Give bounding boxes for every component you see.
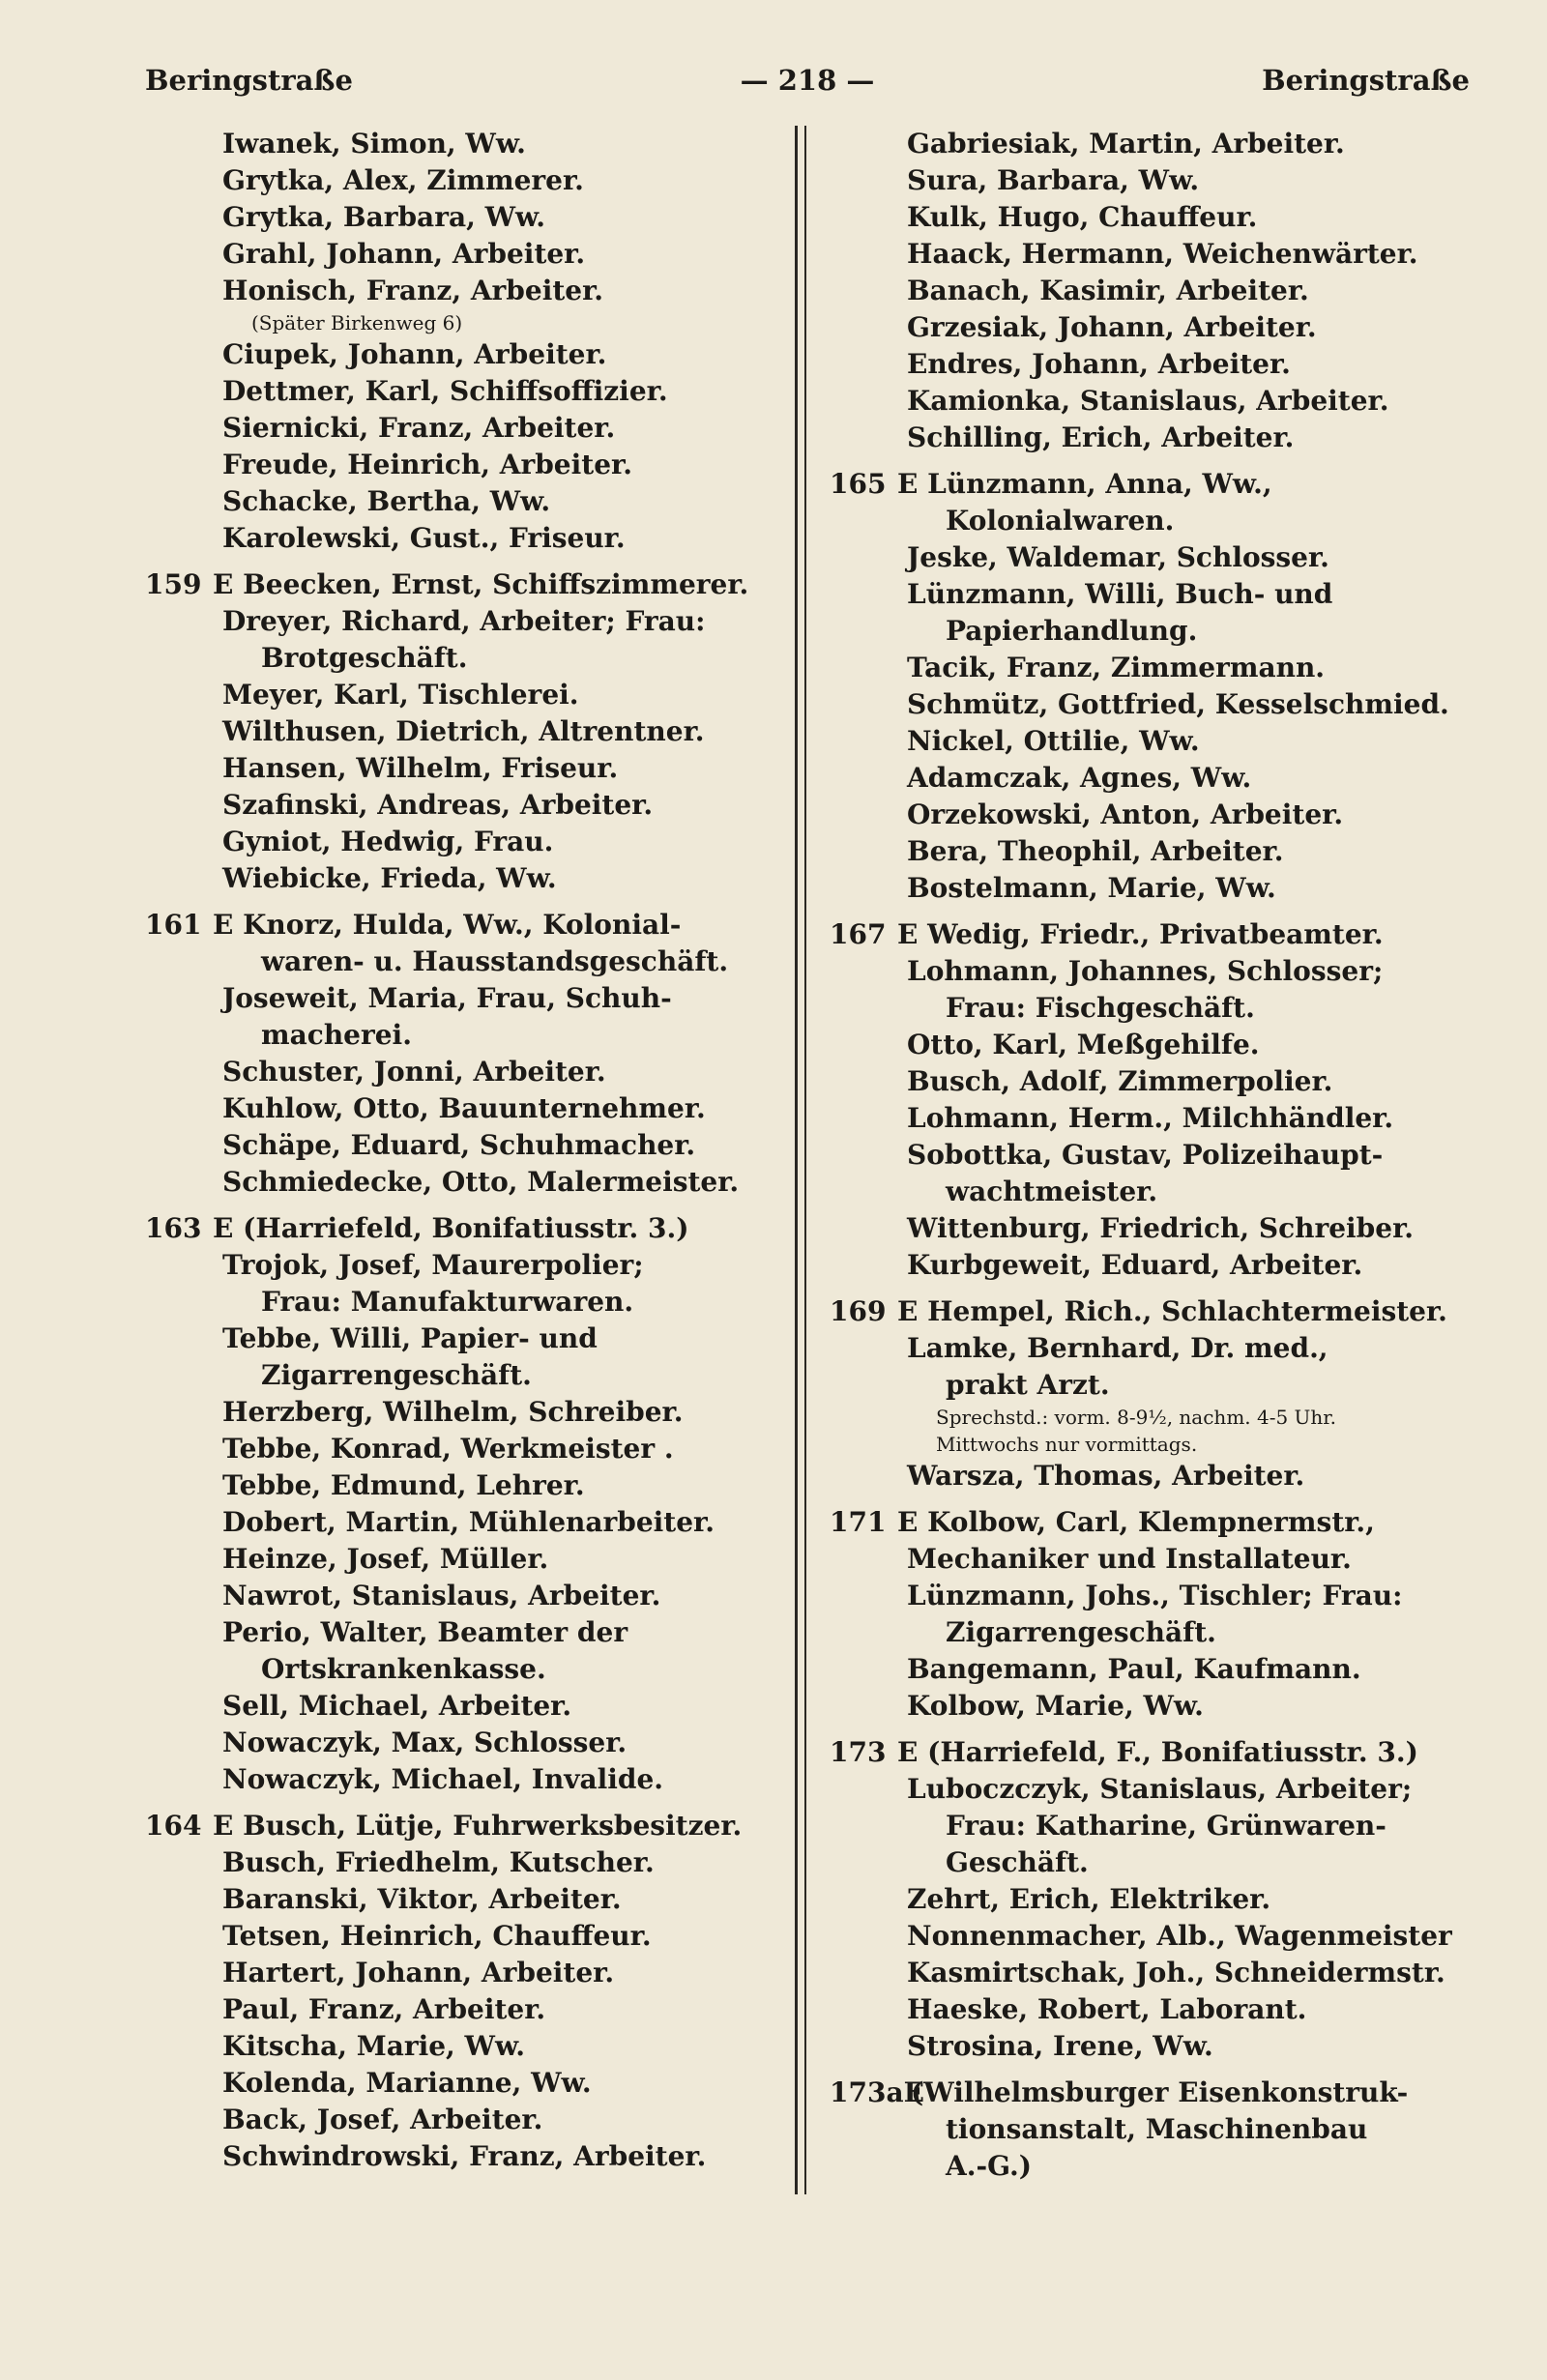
house-number: 167 bbox=[830, 918, 887, 950]
resident-entry bbox=[145, 2028, 783, 2065]
house-number: 163 bbox=[145, 1212, 202, 1244]
entry-text: Zigarrengeschäft. bbox=[946, 1616, 1216, 1648]
resident-entry bbox=[830, 1247, 1487, 1284]
resident-entry bbox=[145, 1164, 783, 1201]
page-number: — 218 — bbox=[740, 64, 875, 97]
resident-entry bbox=[145, 1844, 783, 1881]
resident-entry bbox=[830, 2111, 1487, 2148]
resident-entry bbox=[145, 1955, 783, 1991]
entry-gap bbox=[830, 2065, 1487, 2075]
entry-text: Tebbe, Edmund, Lehrer. bbox=[222, 1469, 585, 1501]
entry-text: E Beecken, Ernst, Schiffszimmerer. bbox=[213, 568, 749, 600]
resident-entry bbox=[145, 199, 783, 236]
resident-entry bbox=[830, 1330, 1487, 1367]
resident-entry bbox=[830, 199, 1487, 236]
resident-entry bbox=[830, 539, 1487, 576]
house-number: 164 bbox=[145, 1810, 202, 1842]
resident-entry bbox=[830, 126, 1487, 162]
entry-text: Schwindrowski, Franz, Arbeiter. bbox=[222, 2140, 707, 2172]
house-number: 173 bbox=[830, 1736, 887, 1768]
resident-entry bbox=[145, 336, 783, 373]
entry-gap bbox=[145, 1798, 783, 1808]
resident-entry bbox=[145, 1651, 783, 1688]
resident-entry bbox=[145, 1090, 783, 1127]
entry-text: Szafinski, Andreas, Arbeiter. bbox=[222, 789, 654, 821]
entry-text: Frau: Manufakturwaren. bbox=[261, 1286, 634, 1318]
resident-entry bbox=[830, 1431, 1487, 1458]
entry-text: Trojok, Josef, Maurerpolier; bbox=[222, 1249, 644, 1281]
entry-text: Lünzmann, Johs., Tischler; Frau: bbox=[907, 1580, 1403, 1611]
resident-entry bbox=[830, 1918, 1487, 1955]
resident-entry bbox=[830, 162, 1487, 199]
entry-text: E Hempel, Rich., Schlachtermeister. bbox=[897, 1295, 1447, 1327]
entry-text: Schacke, Bertha, Ww. bbox=[222, 485, 551, 517]
entry-text: E (Harriefeld, Bonifatiusstr. 3.) bbox=[213, 1212, 689, 1244]
entry-text: Grahl, Johann, Arbeiter. bbox=[222, 238, 586, 270]
resident-entry bbox=[145, 309, 783, 336]
right-column bbox=[830, 126, 1487, 2185]
entry-gap bbox=[830, 1725, 1487, 1734]
entry-text: A.-G.) bbox=[946, 2150, 1033, 2182]
entry-text: Gyniot, Hedwig, Frau. bbox=[222, 826, 554, 857]
resident-entry bbox=[830, 797, 1487, 833]
resident-entry bbox=[145, 1431, 783, 1467]
entry-text: prakt Arzt. bbox=[946, 1369, 1110, 1401]
entry-text: Lünzmann, Willi, Buch- und bbox=[907, 578, 1333, 610]
resident-entry bbox=[830, 503, 1487, 539]
entry-text: Schäpe, Eduard, Schuhmacher. bbox=[222, 1129, 696, 1161]
resident-entry bbox=[830, 650, 1487, 686]
entry-text: Wilthusen, Dietrich, Altrentner. bbox=[222, 715, 705, 747]
entry-text: Gabriesiak, Martin, Arbeiter. bbox=[907, 128, 1345, 160]
entry-text: Kamionka, Stanislaus, Arbeiter. bbox=[907, 385, 1389, 417]
entry-text: Meyer, Karl, Tischlerei. bbox=[222, 679, 579, 711]
entry-text: Sprechstd.: vorm. 8-9½, nachm. 4-5 Uhr. bbox=[936, 1406, 1337, 1429]
entry-text: Jeske, Waldemar, Schlosser. bbox=[907, 541, 1329, 573]
entry-text: Dreyer, Richard, Arbeiter; Frau: bbox=[222, 605, 706, 637]
entry-gap bbox=[145, 557, 783, 566]
resident-entry bbox=[830, 833, 1487, 870]
entry-text: Kuhlow, Otto, Bauunternehmer. bbox=[222, 1092, 706, 1124]
entry-text: Hansen, Wilhelm, Friseur. bbox=[222, 752, 619, 784]
resident-entry bbox=[830, 1881, 1487, 1918]
resident-entry bbox=[145, 1284, 783, 1321]
resident-entry bbox=[830, 1174, 1487, 1210]
resident-entry bbox=[145, 2102, 783, 2138]
house-entry bbox=[145, 1808, 783, 1844]
house-number: 161 bbox=[145, 909, 202, 941]
entry-text: Nowaczyk, Max, Schlosser. bbox=[222, 1727, 628, 1758]
resident-entry bbox=[830, 1063, 1487, 1100]
resident-entry bbox=[830, 1578, 1487, 1614]
entry-gap bbox=[830, 456, 1487, 466]
resident-entry bbox=[145, 787, 783, 824]
entry-text: Iwanek, Simon, Ww. bbox=[222, 128, 526, 160]
entry-text: Busch, Friedhelm, Kutscher. bbox=[222, 1846, 655, 1878]
entry-text: Hartert, Johann, Arbeiter. bbox=[222, 1957, 615, 1988]
resident-entry bbox=[145, 373, 783, 410]
entry-text: Endres, Johann, Arbeiter. bbox=[907, 348, 1291, 380]
resident-entry bbox=[145, 483, 783, 520]
resident-entry bbox=[145, 1991, 783, 2028]
entry-gap bbox=[145, 1201, 783, 1210]
resident-entry bbox=[830, 576, 1487, 613]
resident-entry bbox=[830, 1955, 1487, 1991]
entry-text: Back, Josef, Arbeiter. bbox=[222, 2104, 543, 2135]
resident-entry bbox=[145, 1504, 783, 1541]
entry-text: Frau: Katharine, Grünwaren- bbox=[946, 1810, 1386, 1842]
entry-text: Zigarrengeschäft. bbox=[261, 1359, 532, 1391]
resident-entry bbox=[830, 1027, 1487, 1063]
entry-text: Haack, Hermann, Weichenwärter. bbox=[907, 238, 1418, 270]
entry-text: Ciupek, Johann, Arbeiter. bbox=[222, 338, 607, 370]
entry-text: Herzberg, Wilhelm, Schreiber. bbox=[222, 1396, 684, 1428]
resident-entry bbox=[145, 1578, 783, 1614]
page-header bbox=[145, 64, 1470, 106]
resident-entry bbox=[830, 613, 1487, 650]
house-number: 169 bbox=[830, 1295, 887, 1327]
resident-entry bbox=[830, 1991, 1487, 2028]
resident-entry bbox=[145, 447, 783, 483]
entry-text: Nickel, Ottilie, Ww. bbox=[907, 725, 1200, 757]
resident-entry bbox=[145, 1881, 783, 1918]
resident-entry bbox=[145, 1357, 783, 1394]
entry-gap bbox=[830, 1284, 1487, 1293]
entry-text: Freude, Heinrich, Arbeiter. bbox=[222, 449, 632, 480]
resident-entry bbox=[145, 126, 783, 162]
resident-entry bbox=[145, 677, 783, 713]
entry-text: tionsanstalt, Maschinenbau bbox=[946, 2113, 1368, 2145]
entry-text: Haeske, Robert, Laborant. bbox=[907, 1993, 1307, 2025]
entry-text: Dobert, Martin, Mühlenarbeiter. bbox=[222, 1506, 715, 1538]
entry-text: Tebbe, Willi, Papier- und bbox=[222, 1322, 598, 1354]
resident-entry bbox=[830, 2148, 1487, 2185]
entry-text: Busch, Adolf, Zimmerpolier. bbox=[907, 1065, 1333, 1097]
resident-entry bbox=[830, 1771, 1487, 1808]
entry-text: Kurbgeweit, Eduard, Arbeiter. bbox=[907, 1249, 1363, 1281]
entry-text: Papierhandlung. bbox=[946, 615, 1198, 647]
house-entry bbox=[830, 916, 1487, 953]
entry-text: E (Harriefeld, F., Bonifatiusstr. 3.) bbox=[897, 1736, 1418, 1768]
entry-text: E Lünzmann, Anna, Ww., bbox=[897, 468, 1272, 500]
entry-text: Banach, Kasimir, Arbeiter. bbox=[907, 275, 1309, 306]
resident-entry bbox=[830, 1210, 1487, 1247]
header-street-right: Beringstraße bbox=[1262, 64, 1470, 97]
entry-text: waren- u. Hausstandsgeschäft. bbox=[261, 945, 729, 977]
entry-text: Wittenburg, Friedrich, Schreiber. bbox=[907, 1212, 1415, 1244]
entry-text: Siernicki, Franz, Arbeiter. bbox=[222, 412, 616, 444]
resident-entry bbox=[830, 1808, 1487, 1844]
entry-text: Karolewski, Gust., Friseur. bbox=[222, 522, 626, 554]
entry-text: (Wilhelmsburger Eisenkonstruk- bbox=[911, 2076, 1409, 2108]
resident-entry bbox=[145, 1467, 783, 1504]
entry-text: Wiebicke, Frieda, Ww. bbox=[222, 862, 557, 894]
entry-text: macherei. bbox=[261, 1019, 412, 1051]
resident-entry bbox=[145, 1918, 783, 1955]
house-entry bbox=[830, 1734, 1487, 1771]
entry-text: Kulk, Hugo, Chauffeur. bbox=[907, 201, 1258, 233]
resident-entry bbox=[830, 953, 1487, 990]
house-number: 159 bbox=[145, 568, 202, 600]
resident-entry bbox=[830, 1541, 1487, 1578]
entry-text: Paul, Franz, Arbeiter. bbox=[222, 1993, 546, 2025]
entry-text: Lohmann, Johannes, Schlosser; bbox=[907, 955, 1384, 987]
house-entry bbox=[145, 1210, 783, 1247]
house-number: 165 bbox=[830, 468, 887, 500]
entry-text: Mechaniker und Installateur. bbox=[907, 1543, 1352, 1575]
resident-entry bbox=[830, 420, 1487, 456]
entry-text: Nonnenmacher, Alb., Wagenmeister bbox=[907, 1920, 1452, 1952]
resident-entry bbox=[145, 2138, 783, 2175]
entry-text: Kasmirtschak, Joh., Schneidermstr. bbox=[907, 1957, 1445, 1988]
resident-entry bbox=[145, 824, 783, 860]
resident-entry bbox=[145, 980, 783, 1017]
entry-text: E Busch, Lütje, Fuhrwerksbesitzer. bbox=[213, 1810, 743, 1842]
entry-gap bbox=[830, 907, 1487, 916]
resident-entry bbox=[830, 1137, 1487, 1174]
resident-entry bbox=[145, 1247, 783, 1284]
resident-entry bbox=[145, 750, 783, 787]
entry-text: Joseweit, Maria, Frau, Schuh- bbox=[222, 982, 672, 1014]
resident-entry bbox=[830, 1404, 1487, 1431]
house-entry bbox=[145, 566, 783, 603]
resident-entry bbox=[145, 1321, 783, 1357]
entry-text: Adamczak, Agnes, Ww. bbox=[907, 762, 1252, 794]
resident-entry bbox=[830, 2028, 1487, 2065]
entry-text: Kitscha, Marie, Ww. bbox=[222, 2030, 526, 2062]
house-entry bbox=[830, 1504, 1487, 1541]
resident-entry bbox=[830, 990, 1487, 1027]
entry-text: Ortskrankenkasse. bbox=[261, 1653, 546, 1685]
entry-text: E Knorz, Hulda, Ww., Kolonial- bbox=[213, 909, 682, 941]
entry-text: Tetsen, Heinrich, Chauffeur. bbox=[222, 1920, 652, 1952]
entry-text: Lohmann, Herm., Milchhändler. bbox=[907, 1102, 1394, 1134]
resident-entry bbox=[830, 1688, 1487, 1725]
resident-entry bbox=[830, 1651, 1487, 1688]
entry-text: Sobottka, Gustav, Polizeihaupt- bbox=[907, 1139, 1384, 1171]
resident-entry bbox=[145, 603, 783, 640]
house-entry bbox=[830, 1293, 1487, 1330]
entry-text: Strosina, Irene, Ww. bbox=[907, 2030, 1213, 2062]
entry-text: Lamke, Bernhard, Dr. med., bbox=[907, 1332, 1328, 1364]
resident-entry bbox=[145, 273, 783, 309]
resident-entry bbox=[145, 1614, 783, 1651]
entry-text: Nawrot, Stanislaus, Arbeiter. bbox=[222, 1580, 661, 1611]
resident-entry bbox=[145, 1054, 783, 1090]
resident-entry bbox=[145, 2065, 783, 2102]
entry-text: Nowaczyk, Michael, Invalide. bbox=[222, 1763, 664, 1795]
entry-text: Kolonialwaren. bbox=[946, 505, 1175, 537]
entry-text: Geschäft. bbox=[946, 1846, 1089, 1878]
resident-entry bbox=[830, 723, 1487, 760]
resident-entry bbox=[830, 273, 1487, 309]
house-number: 171 bbox=[830, 1506, 887, 1538]
resident-entry bbox=[830, 309, 1487, 346]
entry-text: Brotgeschäft. bbox=[261, 642, 468, 674]
entry-text: Grzesiak, Johann, Arbeiter. bbox=[907, 311, 1317, 343]
entry-text: (Später Birkenweg 6) bbox=[251, 311, 463, 334]
resident-entry bbox=[830, 1458, 1487, 1495]
entry-text: Kolenda, Marianne, Ww. bbox=[222, 2067, 592, 2099]
entry-text: Perio, Walter, Beamter der bbox=[222, 1616, 628, 1648]
entry-text: Bangemann, Paul, Kaufmann. bbox=[907, 1653, 1361, 1685]
resident-entry bbox=[830, 236, 1487, 273]
resident-entry bbox=[145, 1688, 783, 1725]
house-entry bbox=[830, 466, 1487, 503]
resident-entry bbox=[145, 943, 783, 980]
resident-entry bbox=[145, 1017, 783, 1054]
entry-text: Baranski, Viktor, Arbeiter. bbox=[222, 1883, 622, 1915]
resident-entry bbox=[145, 860, 783, 897]
resident-entry bbox=[145, 410, 783, 447]
entry-text: Honisch, Franz, Arbeiter. bbox=[222, 275, 604, 306]
resident-entry bbox=[145, 236, 783, 273]
resident-entry bbox=[830, 1614, 1487, 1651]
resident-entry bbox=[830, 1367, 1487, 1404]
resident-entry bbox=[145, 1127, 783, 1164]
house-entry bbox=[830, 2075, 1487, 2111]
entry-text: Dettmer, Karl, Schiffsoffizier. bbox=[222, 375, 668, 407]
entry-gap bbox=[145, 897, 783, 907]
entry-text: E Kolbow, Carl, Klempnermstr., bbox=[897, 1506, 1375, 1538]
resident-entry bbox=[145, 1761, 783, 1798]
entry-text: Grytka, Alex, Zimmerer. bbox=[222, 164, 584, 196]
column-divider-secondary bbox=[804, 126, 806, 2194]
resident-entry bbox=[830, 1844, 1487, 1881]
entry-text: Schmütz, Gottfried, Kesselschmied. bbox=[907, 688, 1449, 720]
resident-entry bbox=[145, 713, 783, 750]
entry-text: Tebbe, Konrad, Werkmeister . bbox=[222, 1433, 674, 1465]
entry-text: Luboczczyk, Stanislaus, Arbeiter; bbox=[907, 1773, 1413, 1805]
resident-entry bbox=[830, 686, 1487, 723]
entry-text: Warsza, Thomas, Arbeiter. bbox=[907, 1460, 1305, 1492]
house-entry bbox=[145, 907, 783, 943]
resident-entry bbox=[145, 1394, 783, 1431]
resident-entry bbox=[830, 870, 1487, 907]
entry-text: Orzekowski, Anton, Arbeiter. bbox=[907, 798, 1344, 830]
entry-text: Zehrt, Erich, Elektriker. bbox=[907, 1883, 1271, 1915]
left-column bbox=[145, 126, 783, 2175]
entry-text: Bera, Theophil, Arbeiter. bbox=[907, 835, 1284, 867]
resident-entry bbox=[830, 346, 1487, 383]
entry-gap bbox=[830, 1495, 1487, 1504]
entry-text: Sell, Michael, Arbeiter. bbox=[222, 1690, 572, 1722]
entry-text: Mittwochs nur vormittags. bbox=[936, 1433, 1198, 1456]
resident-entry bbox=[145, 162, 783, 199]
entry-text: Otto, Karl, Meßgehilfe. bbox=[907, 1029, 1260, 1060]
entry-text: Tacik, Franz, Zimmermann. bbox=[907, 652, 1326, 683]
column-divider bbox=[795, 126, 798, 2194]
resident-entry bbox=[145, 1541, 783, 1578]
resident-entry bbox=[830, 760, 1487, 797]
resident-entry bbox=[830, 1100, 1487, 1137]
resident-entry bbox=[145, 1725, 783, 1761]
entry-text: Sura, Barbara, Ww. bbox=[907, 164, 1200, 196]
house-number: 173aE bbox=[830, 2076, 924, 2108]
entry-text: Bostelmann, Marie, Ww. bbox=[907, 872, 1276, 904]
entry-text: Kolbow, Marie, Ww. bbox=[907, 1690, 1204, 1722]
header-street-left: Beringstraße bbox=[145, 64, 353, 97]
entry-text: Schmiedecke, Otto, Malermeister. bbox=[222, 1166, 740, 1198]
entry-text: Schilling, Erich, Arbeiter. bbox=[907, 421, 1295, 453]
entry-text: Grytka, Barbara, Ww. bbox=[222, 201, 546, 233]
entry-text: E Wedig, Friedr., Privatbeamter. bbox=[897, 918, 1384, 950]
entry-text: wachtmeister. bbox=[946, 1175, 1158, 1207]
resident-entry bbox=[145, 520, 783, 557]
entry-text: Heinze, Josef, Müller. bbox=[222, 1543, 549, 1575]
resident-entry bbox=[830, 383, 1487, 420]
resident-entry bbox=[145, 640, 783, 677]
entry-text: Schuster, Jonni, Arbeiter. bbox=[222, 1056, 606, 1088]
entry-text: Frau: Fischgeschäft. bbox=[946, 992, 1255, 1024]
